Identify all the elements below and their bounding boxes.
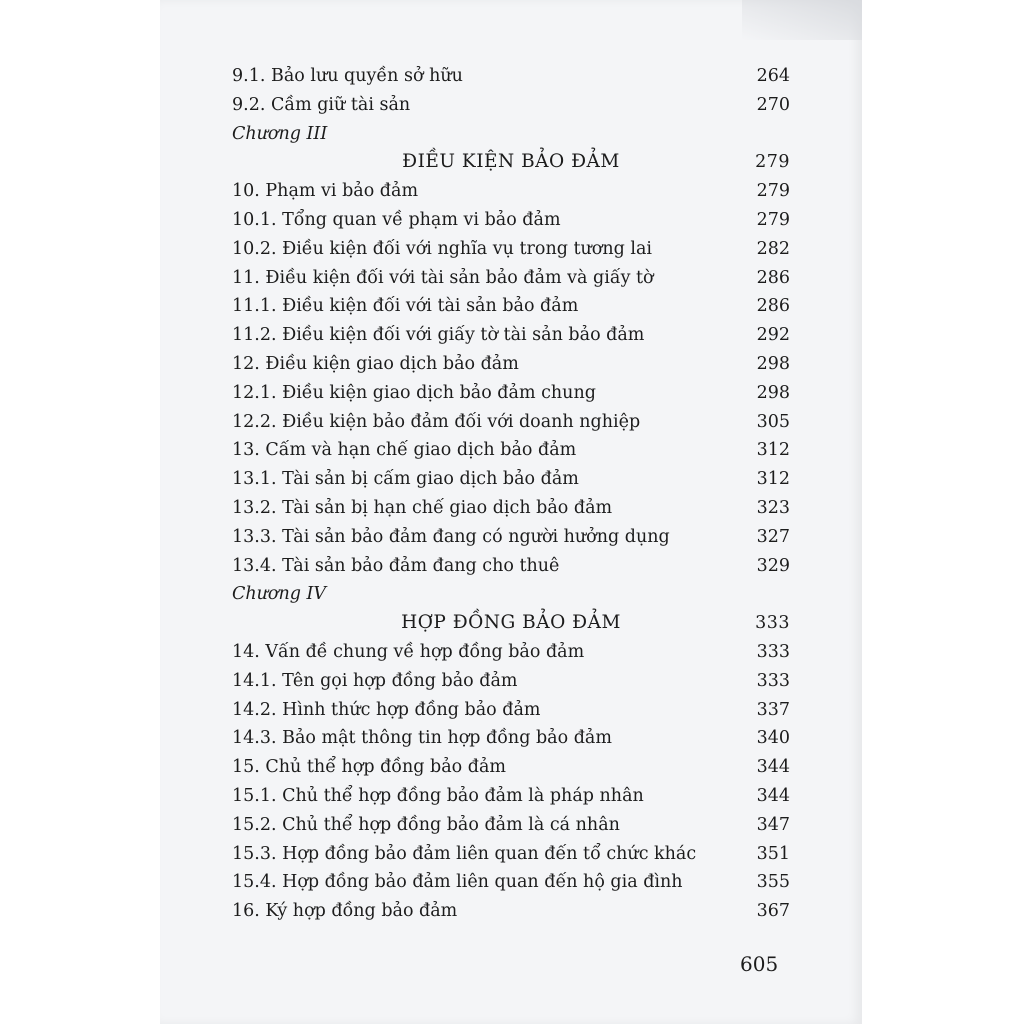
toc-entry-page: 279 <box>756 209 790 230</box>
toc-entry-label: Chương III <box>232 123 328 144</box>
toc-entry-label: 13.4. Tài sản bảo đảm đang cho thuê <box>232 555 560 576</box>
toc-entry <box>232 321 790 350</box>
toc-entry-label: Chương IV <box>232 584 327 605</box>
toc-entry-label: 10.1. Tổng quan về phạm vi bảo đảm <box>232 209 561 230</box>
toc-entry-page: 282 <box>756 238 790 259</box>
toc-entry-label: 11.1. Điều kiện đối với tài sản bảo đảm <box>232 296 579 317</box>
toc-entry-page: 298 <box>756 353 790 374</box>
toc-entry-page: 340 <box>756 728 790 749</box>
toc-entry-label: 10. Phạm vi bảo đảm <box>232 181 419 202</box>
toc-entry-label: 13.2. Tài sản bị hạn chế giao dịch bảo đảm <box>232 497 613 518</box>
toc-entry-label: 14.3. Bảo mật thông tin hợp đồng bảo đảm <box>232 728 612 749</box>
toc-entry-label: 12.2. Điều kiện bảo đảm đối với doanh nghiệp <box>232 411 641 432</box>
toc-entry-page: 305 <box>756 411 790 432</box>
toc-entry-page: 298 <box>756 382 790 403</box>
toc-entry <box>232 494 790 523</box>
toc-entry <box>232 379 790 408</box>
toc-entry <box>232 782 790 811</box>
toc-entry-label: 9.2. Cầm giữ tài sản <box>232 94 411 115</box>
toc-entry-page: 333 <box>756 670 790 691</box>
toc-entry-page: 367 <box>756 901 790 922</box>
page-corner-shadow <box>742 0 862 40</box>
toc-entry-page: 337 <box>756 699 790 720</box>
toc-entry <box>232 206 790 235</box>
toc-entry-label: 15.1. Chủ thể hợp đồng bảo đảm là pháp nhân <box>232 785 644 806</box>
toc-entry-page: 347 <box>756 814 790 835</box>
toc-entry-page: 329 <box>756 555 790 576</box>
table-of-contents <box>232 62 790 926</box>
toc-entry <box>232 91 790 120</box>
toc-entry-page: 312 <box>756 440 790 461</box>
toc-entry-page: 344 <box>756 785 790 806</box>
toc-entry-page: 333 <box>756 641 790 662</box>
toc-entry-page: 344 <box>756 757 790 778</box>
toc-entry-page: 312 <box>756 469 790 490</box>
toc-entry-label: HỢP ĐỒNG BẢO ĐẢM <box>401 612 621 634</box>
toc-entry <box>232 811 790 840</box>
toc-entry-label: 13. Cấm và hạn chế giao dịch bảo đảm <box>232 440 577 461</box>
toc-entry-label: 12.1. Điều kiện giao dịch bảo đảm chung <box>232 382 596 403</box>
toc-entry-page: 292 <box>756 325 790 346</box>
toc-entry-label: 15.2. Chủ thể hợp đồng bảo đảm là cá nhân <box>232 814 620 835</box>
toc-entry <box>232 840 790 869</box>
toc-entry <box>232 552 790 581</box>
toc-entry-label: 15. Chủ thể hợp đồng bảo đảm <box>232 757 507 778</box>
toc-entry-page: 286 <box>756 267 790 288</box>
toc-entry-page: 355 <box>756 872 790 893</box>
toc-entry-label: 15.4. Hợp đồng bảo đảm liên quan đến hộ gia đình <box>232 872 683 893</box>
toc-entry-page: 351 <box>756 843 790 864</box>
toc-entry-label: ĐIỀU KIỆN BẢO ĐẢM <box>402 151 620 173</box>
chapter-heading <box>232 120 790 149</box>
toc-entry <box>232 523 790 552</box>
toc-entry-label: 11. Điều kiện đối với tài sản bảo đảm và giấy tờ <box>232 267 654 288</box>
toc-entry-label: 14.2. Hình thức hợp đồng bảo đảm <box>232 699 541 720</box>
toc-entry <box>232 638 790 667</box>
toc-entry-page: 333 <box>755 613 790 634</box>
toc-entry <box>232 868 790 897</box>
toc-entry <box>232 436 790 465</box>
toc-entry <box>232 350 790 379</box>
toc-entry-page: 264 <box>756 66 790 86</box>
toc-entry <box>232 408 790 437</box>
toc-entry <box>232 667 790 696</box>
toc-entry-page: 327 <box>756 526 790 547</box>
toc-entry-label: 15.3. Hợp đồng bảo đảm liên quan đến tổ chức khác <box>232 843 697 864</box>
toc-entry <box>232 177 790 206</box>
toc-entry-label: 10.2. Điều kiện đối với nghĩa vụ trong tương lai <box>232 238 652 259</box>
toc-entry-page: 279 <box>755 152 790 173</box>
toc-entry <box>232 264 790 293</box>
toc-entry-page: 286 <box>756 296 790 317</box>
chapter-title <box>232 148 790 177</box>
toc-entry-page: 323 <box>756 497 790 518</box>
toc-entry <box>232 897 790 926</box>
page-number: 605 <box>740 952 779 976</box>
toc-entry-page: 279 <box>756 181 790 202</box>
toc-entry <box>232 292 790 321</box>
toc-entry-label: 14. Vấn đề chung về hợp đồng bảo đảm <box>232 641 585 662</box>
toc-entry-label: 14.1. Tên gọi hợp đồng bảo đảm <box>232 670 518 691</box>
toc-entry-label: 12. Điều kiện giao dịch bảo đảm <box>232 353 519 374</box>
toc-entry <box>232 465 790 494</box>
toc-entry <box>232 235 790 264</box>
toc-entry <box>232 753 790 782</box>
toc-entry-label: 11.2. Điều kiện đối với giấy tờ tài sản bảo đảm <box>232 325 645 346</box>
chapter-title <box>232 609 790 638</box>
toc-entry <box>232 62 790 91</box>
toc-entry-label: 13.1. Tài sản bị cấm giao dịch bảo đảm <box>232 469 579 490</box>
toc-entry-label: 9.1. Bảo lưu quyền sở hữu <box>232 66 463 86</box>
toc-entry-label: 13.3. Tài sản bảo đảm đang có người hưởng dụng <box>232 526 670 547</box>
toc-entry-page: 270 <box>756 94 790 115</box>
chapter-heading <box>232 580 790 609</box>
toc-entry <box>232 696 790 725</box>
toc-entry <box>232 724 790 753</box>
toc-entry-label: 16. Ký hợp đồng bảo đảm <box>232 901 458 922</box>
